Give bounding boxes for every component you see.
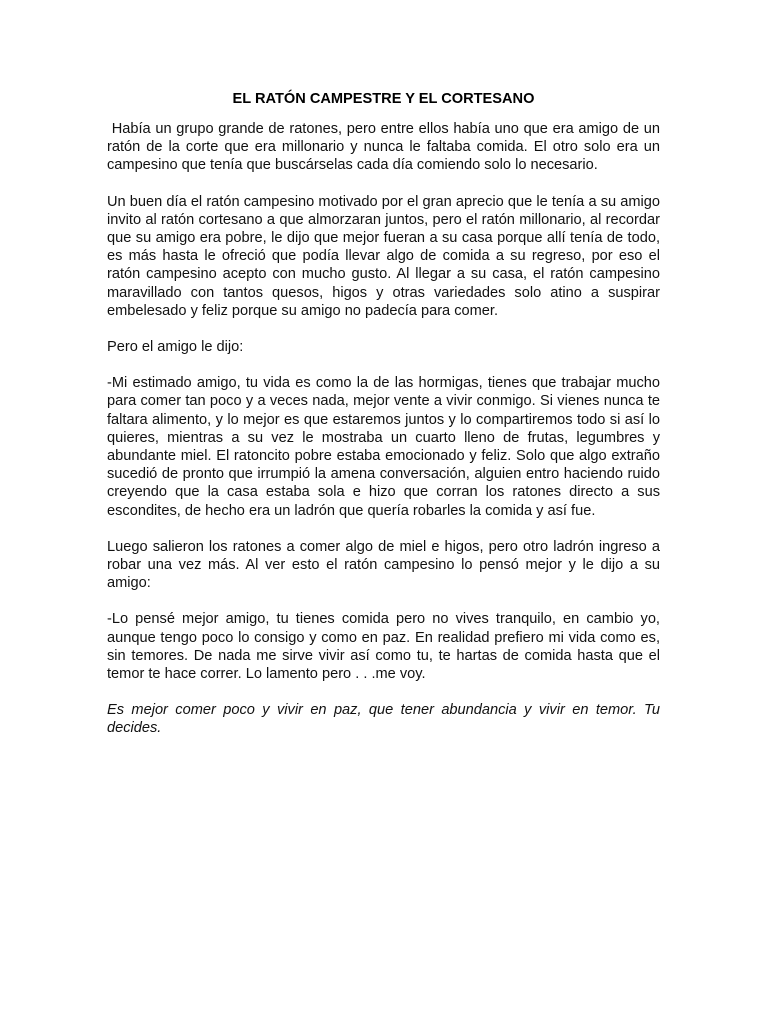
paragraph-5: Luego salieron los ratones a comer algo de miel e higos, pero otro ladrón ingreso a robar una vez más. Al ver esto el ratón campesino lo pensó mejor y le dijo a su amigo: (107, 538, 665, 592)
document-title: EL RATÓN CAMPESTRE Y EL CORTESANO (232, 91, 535, 107)
paragraph-6: -Lo pensé mejor amigo, tu tienes comida pero no vives tranquilo, en cambio yo, aunque tengo poco lo consigo y como en paz. En realidad prefiero mi vida como es, sin temores. De nada me sirve vivir así como tu, te hartas de comida hasta que el temor te hace correr. Lo lamento pero . . .me voy. (107, 611, 665, 683)
paragraph-4: -Mi estimado amigo, tu vida es como la de las hormigas, tienes que trabajar mucho para comer tan poco y a veces nada, mejor vente a vivir conmigo. Si vienes nunca te faltara alimento, y lo mejor es que estaremos juntos y lo compartiremos todo si así lo quieres, mientras a su vez le mostraba un cuarto lleno de frutas, legumbres y abundante miel. El ratoncito pobre estaba emocionado y feliz. Solo que algo extraño sucedió de pronto que irrumpió la amena conversación, alguien entro haciendo ruido creyendo que la casa estaba sola e hizo que corran los ratones directo a sus escondites, de hecho era un ladrón que quería robarles la comida y así fue. (107, 375, 665, 519)
document-body (107, 90, 665, 756)
paragraph-2: Un buen día el ratón campesino motivado por el gran aprecio que le tenía a su amigo invito al ratón cortesano a que almorzaran juntos, pero el ratón millonario, al recordar que su amigo era pobre, le dijo que mejor fueran a su casa porque allí tenía de todo, es más hasta le ofreció que podía llevar algo de comida a su regreso, por eso el ratón campesino acepto con mucho gusto. Al llegar a su casa, el ratón campesino maravillado con tantos quesos, higos y otras variedades solo atino a suspirar embelesado y feliz porque su amigo no padecía para comer. (107, 193, 665, 319)
moral-paragraph: Es mejor comer poco y vivir en paz, que tener abundancia y vivir en temor. Tu decides. (107, 702, 665, 737)
paragraph-1: Había un grupo grande de ratones, pero entre ellos había uno que era amigo de un ratón de la corte que era millonario y nunca le faltaba comida. El otro solo era un campesino que tenía que buscárselas cada día comiendo solo lo necesario. (107, 121, 665, 174)
paragraph-3: Pero el amigo le dijo: (107, 339, 244, 356)
